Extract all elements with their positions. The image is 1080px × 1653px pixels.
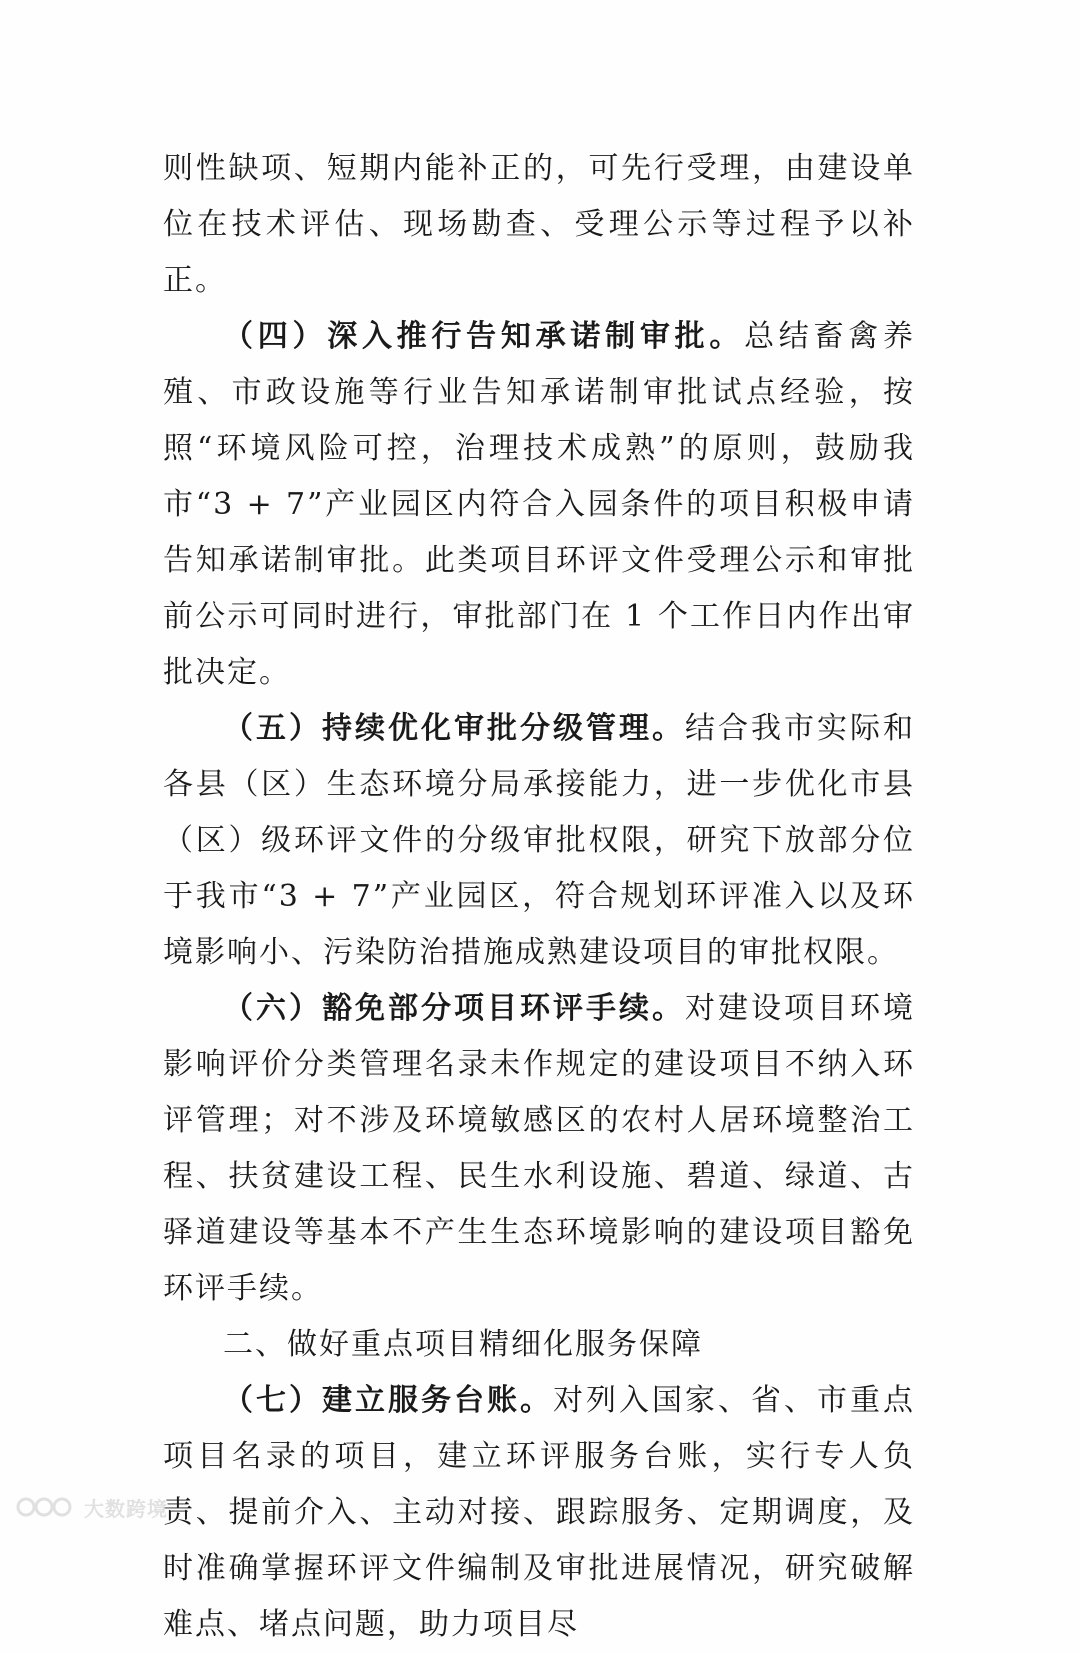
paragraph-item-5 xyxy=(163,701,915,981)
item-4-heading: （四）深入推行告知承诺制审批。 xyxy=(223,319,745,354)
paragraph-item-7 xyxy=(163,1373,915,1653)
paragraph-item-6 xyxy=(163,981,915,1317)
item-5-heading: （五）持续优化审批分级管理。 xyxy=(223,711,685,746)
watermark xyxy=(14,1489,168,1525)
paragraph-item-4 xyxy=(163,309,915,701)
item-5-body: 结合我市实际和各县（区）生态环境分局承接能力，进一步优化市县（区）级环评文件的分级审批权限，研究下放部分位于我市“3 + 7”产业园区，符合规划环评准入以及环境影响小、污染防治措施成熟建设项目的审批权限。 xyxy=(163,711,915,970)
item-4-body: 总结畜禽养殖、市政设施等行业告知承诺制审批试点经验，按照“环境风险可控，治理技术成熟”的原则，鼓励我市“3 + 7”产业园区内符合入园条件的项目积极申请告知承诺制审批。此类项目环评文件受理公示和审批前公示可同时进行，审批部门在 1 个工作日内作出审批决定。 xyxy=(163,319,916,690)
section-heading-2: 二、做好重点项目精细化服务保障 xyxy=(223,1327,703,1362)
item-7-body: 对列入国家、省、市重点项目名录的项目，建立环评服务台账，实行专人负责、提前介入、主动对接、跟踪服务、定期调度，及时准确掌握环评文件编制及审批进展情况，研究破解难点、堵点问题，助力项目尽 xyxy=(163,1383,915,1642)
document-page xyxy=(163,141,915,1653)
item-6-heading: （六）豁免部分项目环评手续。 xyxy=(223,991,685,1026)
item-6-body: 对建设项目环境影响评价分类管理名录未作规定的建设项目不纳入环评管理；对不涉及环境敏感区的农村人居环境整治工程、扶贫建设工程、民生水利设施、碧道、绿道、古驿道建设等基本不产生生态环境影响的建设项目豁免环评手续。 xyxy=(163,991,915,1306)
watermark-text: 大数跨境 xyxy=(84,1496,168,1521)
item-7-heading: （七）建立服务台账。 xyxy=(223,1383,553,1418)
brand-logo-icon xyxy=(14,1489,78,1525)
paragraph-continued: 则性缺项、短期内能补正的，可先行受理，由建设单位在技术评估、现场勘查、受理公示等过程予以补正。 xyxy=(163,151,915,298)
